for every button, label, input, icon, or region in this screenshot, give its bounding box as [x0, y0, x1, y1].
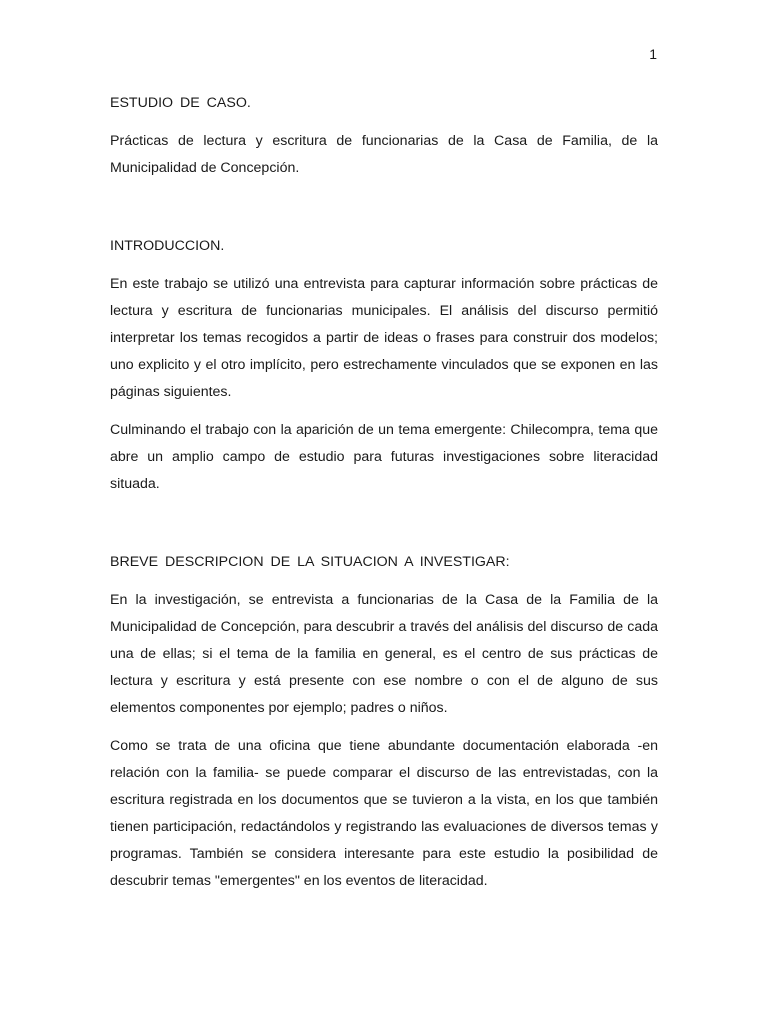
case-study-heading: ESTUDIO DE CASO.	[110, 95, 251, 111]
introduction-paragraph: Culminando el trabajo con la aparición de un tema emergente: Chilecompra, tema que abre un amplio campo de estudio para futuras investigaciones sobre literacidad situada.	[110, 422, 658, 492]
document-subtitle: Prácticas de lectura y escritura de funcionarias de la Casa de Familia, de la Municipalidad de Concepción.	[110, 133, 658, 176]
document-body	[110, 90, 658, 895]
introduction-paragraph: En este trabajo se utilizó una entrevista para capturar información sobre prácticas de lectura y escritura de funcionarias municipales. El análisis del discurso permitió interpretar los temas recogidos a partir de ideas o frases para construir dos modelos; uno explicito y el otro implícito, pero estrechamente vinculados que se exponen en las páginas siguientes.	[110, 276, 658, 400]
situation-paragraph: En la investigación, se entrevista a funcionarias de la Casa de la Familia de la Municipalidad de Concepción, para descubrir a través del análisis del discurso de cada una de ellas; si el tema de la familia en general, es el centro de sus prácticas de lectura y escritura y está presente con ese nombre o con el de alguno de sus elementos componentes por ejemplo; padres o niños.	[110, 592, 658, 716]
page-number: 1	[649, 46, 657, 62]
introduction-heading: INTRODUCCION.	[110, 238, 225, 254]
situation-paragraph: Como se trata de una oficina que tiene abundante documentación elaborada -en relación con la familia- se puede comparar el discurso de las entrevistadas, con la escritura registrada en los documentos que se tuvieron a la vista, en los que también tienen participación, redactándolos y registrando las evaluaciones de diversos temas y programas. También se considera interesante para este estudio la posibilidad de descubrir temas "emergentes" en los eventos de literacidad.	[110, 738, 658, 889]
situation-heading: BREVE DESCRIPCION DE LA SITUACION A INVESTIGAR:	[110, 554, 510, 570]
